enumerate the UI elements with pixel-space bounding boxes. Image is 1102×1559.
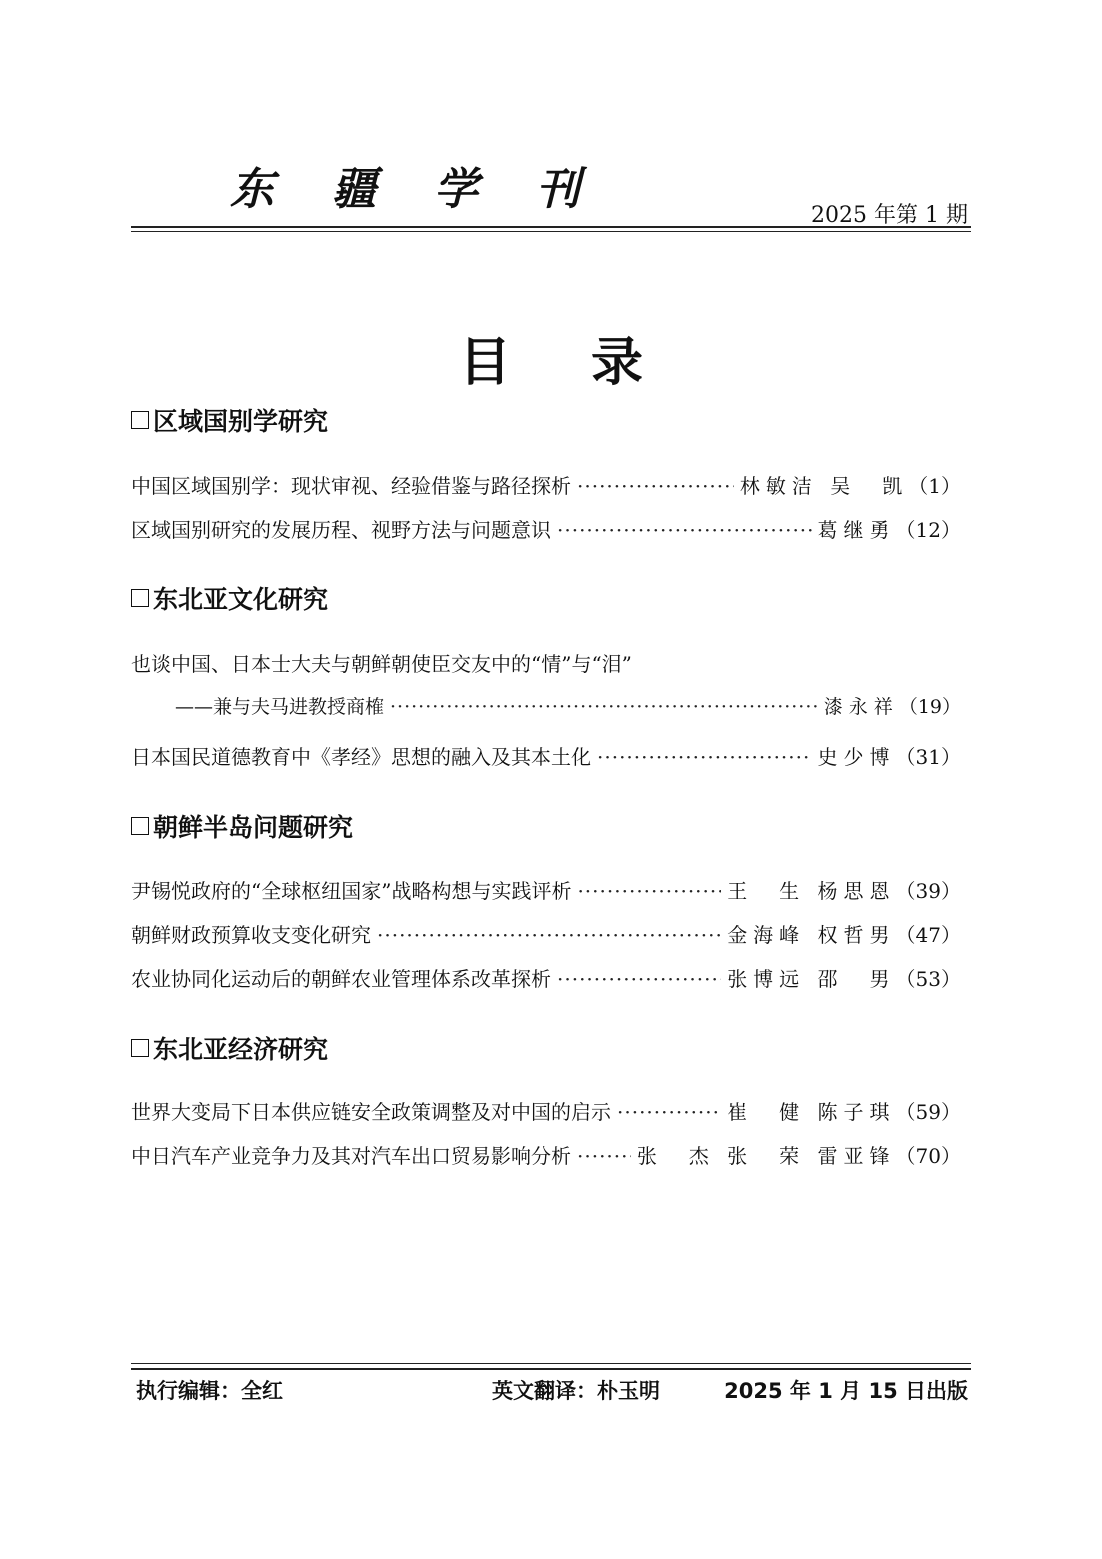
- issue-number: 2025 年第 1 期: [811, 203, 968, 228]
- section-heading: [131, 402, 328, 438]
- toc-entry[interactable]: [131, 919, 961, 949]
- section-heading-label: 东北亚经济研究: [153, 1035, 329, 1064]
- article-title: 区域国别研究的发展历程、视野方法与问题意识: [131, 518, 551, 542]
- article-authors: 史少博: [817, 745, 896, 769]
- article-authors: 张 杰 张 荣 雷亚锋: [636, 1144, 896, 1168]
- leader-dots: [597, 745, 812, 769]
- article-authors: 漆永祥: [823, 696, 899, 718]
- article-page: （53）: [895, 967, 961, 991]
- footer-rule: [131, 1368, 971, 1370]
- checkbox-square-icon: [131, 589, 149, 607]
- section-heading: [131, 580, 328, 616]
- journal-title-char: 学: [434, 164, 478, 215]
- article-page: （1）: [908, 474, 961, 498]
- leader-dots: [577, 474, 734, 498]
- leader-dots: [390, 696, 818, 718]
- article-page: （31）: [895, 745, 961, 769]
- article-page: （39）: [895, 879, 961, 903]
- toc-entry[interactable]: [131, 1140, 961, 1170]
- toc-entry[interactable]: [131, 1096, 961, 1126]
- leader-dots: [557, 967, 721, 991]
- article-authors: 张博远 邵 男: [727, 967, 896, 991]
- checkbox-square-icon: [131, 1039, 149, 1057]
- leader-dots: [577, 879, 721, 903]
- article-title: 尹锡悦政府的“全球枢纽国家”战略构想与实践评析: [131, 879, 572, 903]
- footer-rule: [131, 1363, 971, 1364]
- article-title: 日本国民道德教育中《孝经》思想的融入及其本土化: [131, 745, 591, 769]
- article-authors: 金海峰 权哲男: [727, 923, 896, 947]
- article-title: 农业协同化运动后的朝鲜农业管理体系改革探析: [131, 967, 551, 991]
- article-authors: 崔 健 陈子琪: [727, 1100, 896, 1124]
- article-page: （70）: [895, 1144, 961, 1168]
- article-authors: 林敏洁 吴 凯: [739, 474, 909, 498]
- section-heading-label: 东北亚文化研究: [153, 585, 329, 614]
- section-heading-label: 区域国别学研究: [153, 407, 329, 436]
- toc-entry[interactable]: [131, 514, 961, 544]
- article-page: （59）: [895, 1100, 961, 1124]
- footer-date: 2025 年 1 月 15 日出版: [724, 1379, 968, 1403]
- checkbox-square-icon: [131, 411, 149, 429]
- toc-entry[interactable]: [131, 963, 961, 993]
- article-page: （47）: [895, 923, 961, 947]
- toc-entry[interactable]: [131, 741, 961, 771]
- journal-title-char: 刊: [536, 164, 580, 215]
- section-heading-label: 朝鲜半岛问题研究: [153, 813, 354, 842]
- toc-entry[interactable]: [131, 470, 961, 500]
- journal-title-char: 东: [230, 164, 274, 215]
- article-title[interactable]: 也谈中国、日本士大夫与朝鲜朝使臣交友中的“情”与“泪”: [131, 652, 632, 676]
- checkbox-square-icon: [131, 817, 149, 835]
- article-title: 世界大变局下日本供应链安全政策调整及对中国的启示: [131, 1100, 611, 1124]
- article-page: （19）: [898, 696, 961, 718]
- leader-dots: [617, 1100, 721, 1124]
- journal-title: [230, 150, 580, 220]
- section-heading: [131, 1030, 328, 1066]
- header-rule: [131, 231, 971, 232]
- article-title: 朝鲜财政预算收支变化研究: [131, 923, 371, 947]
- header-rule: [131, 226, 971, 228]
- article-title: 中国区域国别学：现状审视、经验借鉴与路径探析: [131, 474, 571, 498]
- page-title: 目录: [458, 332, 723, 393]
- article-title: 中日汽车产业竞争力及其对汽车出口贸易影响分析: [131, 1144, 571, 1168]
- footer-translator: 英文翻译：朴玉明: [492, 1379, 660, 1403]
- toc-entry[interactable]: [175, 692, 961, 722]
- journal-title-char: 疆: [332, 164, 376, 215]
- leader-dots: [557, 518, 812, 542]
- article-subtitle: ——兼与夫马进教授商榷: [175, 696, 385, 718]
- leader-dots: [577, 1144, 631, 1168]
- article-authors: 葛继勇: [817, 518, 896, 542]
- section-heading: [131, 808, 353, 844]
- toc-entry[interactable]: [131, 875, 961, 905]
- article-authors: 王 生 杨思恩: [727, 879, 896, 903]
- footer-editor: 执行编辑：全红: [136, 1379, 283, 1403]
- article-page: （12）: [895, 518, 961, 542]
- leader-dots: [377, 923, 721, 947]
